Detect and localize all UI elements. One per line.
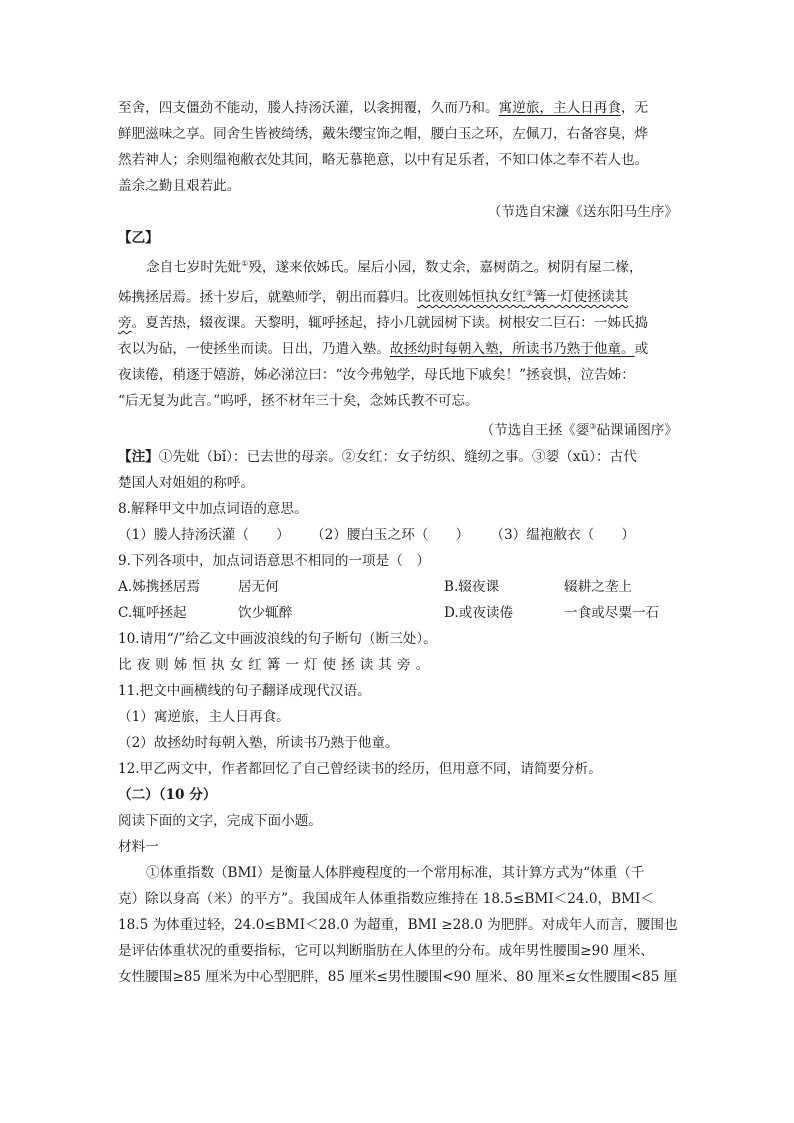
question-11-item-1: （1）寓逆旅，主人日再食。 <box>118 708 290 725</box>
notes-line-2: 楚国人对姐姐的称呼。 <box>118 474 254 491</box>
yi-line-5: 夜读倦，稍逐于嬉游，姊必涕泣曰：“汝今弗勉学，母氏地下戚矣！”拯哀惧，泣告姊： <box>118 367 635 384</box>
material-line-3: 18.5 为体重过轻，24.0≤BMI＜28.0 为超重，BMI ≥28.0 为肥胖。对成年人而言，腰围也 <box>118 916 678 933</box>
text: 篝一灯使拯读其 <box>532 289 629 306</box>
underlined-sentence: 寓逆旅，主人日再食 <box>498 100 621 116</box>
yi-line-4 <box>118 336 678 362</box>
jia-line-4: 盖余之勤且艰若此。 <box>118 178 241 194</box>
section-2-heading: （二）（10 分） <box>118 786 217 803</box>
jia-source: （节选自宋濂《送东阳马生序》 <box>487 204 678 220</box>
text: 砧课诵图序》 <box>596 422 678 439</box>
text: A.姊携拯居焉 <box>118 578 201 595</box>
material-line-1: ①体重指数（BMI）是衡量人体胖瘦程度的一个常用标准，其计算方式为“体重（千 <box>146 864 645 881</box>
yi-line-1 <box>118 251 678 281</box>
footnote-marker: ③ <box>589 422 597 432</box>
yi-line-2 <box>118 281 678 311</box>
text: 姊携拯居焉。拯十岁后，就塾师学，朝出而暮归。 <box>118 289 418 306</box>
question-11-item-2: （2）故拯幼时每朝入塾，所读书乃熟于他童。 <box>118 734 399 751</box>
question-10: 10.请用“/”给乙文中画波浪线的句子断句（断三处）。 <box>118 630 437 647</box>
question-9: 9.下列各项中，加点词语意思不相同的一项是（ ） <box>118 552 431 569</box>
wavy-sentence: 旁 <box>118 315 132 332</box>
text: 居无何 <box>238 578 279 595</box>
option-c <box>118 600 444 626</box>
text: （节选自王拯《媭 <box>480 422 590 439</box>
text: C.辄呼拯起 <box>118 604 187 621</box>
material-label: 材料一 <box>118 838 159 855</box>
wavy-sentence <box>417 289 628 305</box>
question-11: 11.把文中画横线的句子翻译成现代汉语。 <box>118 682 371 699</box>
option-b <box>444 574 632 600</box>
text: 辍耕之垄上 <box>564 578 632 595</box>
option-a <box>118 574 444 600</box>
material-line-5: 女性腰围≥85 厘米为中心型肥胖，85 厘米≤男性腰围<90 厘米、80 厘米≤女性腰围<85 厘 <box>118 968 678 985</box>
jia-line-2: 鲜肥滋味之享。同舍生皆被绮绣，戴朱缨宝饰之帽，腰白玉之环，左佩刀，右备容臭，烨 <box>118 126 649 142</box>
option-d <box>444 600 659 626</box>
text: 殁，遂来依姊氏。屋后小园，数丈余，嘉树荫之。树阴有屋二椽， <box>248 259 643 276</box>
text: ①先妣（bǐ）：已去世的母亲。②女红：女子纺织、缝纫之事。③媭（xū）：古代 <box>158 448 637 465</box>
question-8: 8.解释甲文中加点词语的意思。 <box>118 500 308 517</box>
text: 饮少辄醉 <box>238 604 293 621</box>
yi-source <box>118 414 678 444</box>
q8-item-1: （1）媵人持汤沃灌（ ） <box>118 526 290 543</box>
question-10-sentence: 比夜则姊恒执女红篝一灯使拯读其旁。 <box>118 656 435 673</box>
yi-line-6: “后无复为此言。”呜呼，拯不材年三十矣，念姊氏教不可忘。 <box>118 393 479 410</box>
jia-line-1 <box>118 95 678 121</box>
text: 衣以为砧，一使拯坐而读。日出，乃遣入塾。 <box>118 341 390 358</box>
question-9-options-row-1 <box>118 574 678 600</box>
section-2-instruction: 阅读下面的文字，完成下面小题。 <box>118 812 322 829</box>
question-12: 12.甲乙两文中，作者都回忆了自己曾经读书的经历，但用意不同，请简要分析。 <box>118 760 602 777</box>
text: 念自七岁时先妣 <box>146 259 242 276</box>
question-8-items <box>118 522 678 548</box>
material-line-4: 是评估体重状况的重要指标，它可以判断脂肪在人体里的分布。成年男性腰围≥90 厘米、 <box>118 942 654 959</box>
text: 或 <box>634 341 649 358</box>
underlined-sentence: 故拯幼时每朝入塾，所读书乃熟于他童。 <box>389 341 635 358</box>
material-line-2: 克）除以身高（米）的平方”。我国成年人体重指数应维持在 18.5≤BMI＜24.0，BMI＜ <box>118 890 654 907</box>
yi-line-3 <box>118 310 678 336</box>
text: 一食或尽粟一石 <box>564 604 660 621</box>
text: 至舍，四支僵劲不能动，媵人持汤沃灌，以衾拥覆，久而乃和。 <box>118 100 499 116</box>
footnote-marker: ② <box>525 288 533 298</box>
text: D.或夜读倦 <box>444 604 514 621</box>
text: B.辍夜课 <box>444 578 500 595</box>
text: 。夏苦热，辍夜课。天黎明，辄呼拯起，持小几就园树下读。树根安二巨石：一姊氏捣 <box>131 315 649 332</box>
q8-item-2: （2）腰白玉之环（ ） <box>317 526 470 543</box>
notes-label: 【注】 <box>118 448 159 465</box>
q8-item-3: （3）缊袍敝衣（ ） <box>497 526 635 543</box>
text: 比夜则姊恒执女红 <box>417 289 526 306</box>
jia-line-3: 然若神人；余则缊袍敝衣处其间，略无慕艳意，以中有足乐者，不知口体之奉不若人也。 <box>118 152 649 168</box>
question-9-options-row-2 <box>118 600 678 626</box>
notes-line-1 <box>118 444 678 470</box>
footnote-marker: ① <box>241 259 249 268</box>
yi-heading: 【乙】 <box>118 230 159 246</box>
document-page <box>118 95 678 990</box>
text: ，无 <box>620 100 649 116</box>
